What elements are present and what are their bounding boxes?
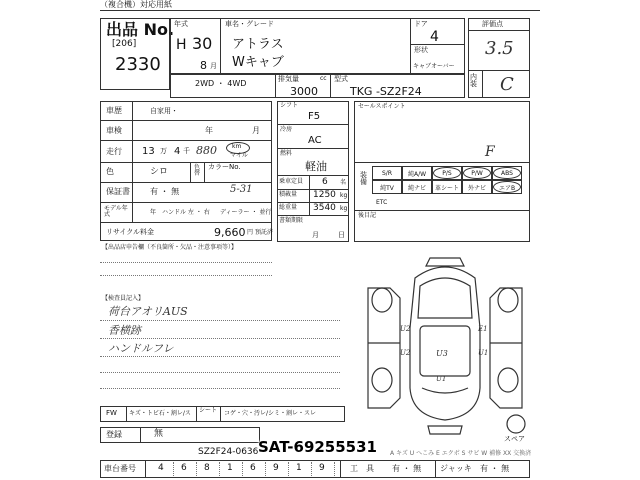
doors-value: 4 bbox=[430, 29, 439, 45]
option-circle bbox=[433, 167, 461, 179]
seat-label: シート bbox=[199, 407, 218, 414]
mileage-man-unit: 万 bbox=[160, 147, 167, 155]
vin-digit: 1 bbox=[227, 463, 233, 473]
doc-month: 月 bbox=[312, 231, 319, 239]
era: H bbox=[176, 37, 187, 53]
inspector-line-1: 荷台アオリAUS bbox=[108, 305, 188, 318]
recycle-unit: 円 bbox=[247, 229, 254, 236]
year-value: 30 bbox=[192, 34, 213, 53]
car-grade: Wキャブ bbox=[232, 55, 284, 70]
recycle-deposit: 預託済 bbox=[255, 229, 274, 236]
doc-day: 日 bbox=[338, 231, 345, 239]
tools-label: 工 具 bbox=[350, 464, 374, 473]
option-cell: 純TV bbox=[372, 180, 402, 194]
vin-separator bbox=[242, 462, 243, 476]
option-cell: エアB bbox=[492, 180, 522, 194]
option-cell: ABS bbox=[492, 166, 522, 180]
vin-digit: 9 bbox=[273, 463, 279, 473]
capacity-value: 6 bbox=[322, 177, 328, 187]
tools-value: 有 ・ 無 bbox=[392, 464, 422, 473]
watermark: SAT-69255531 bbox=[258, 438, 377, 456]
history-value: 自家用・ bbox=[150, 107, 178, 115]
fw-label: FW bbox=[106, 409, 117, 417]
inspector-label: 【検査員記入】 bbox=[102, 295, 145, 302]
shaken-month: 月 bbox=[252, 126, 260, 135]
option-cell: S/R bbox=[372, 166, 402, 180]
hand-mark: F bbox=[485, 144, 495, 160]
score-value: 3.5 bbox=[485, 38, 514, 59]
recycle-label: リサイクル料金 bbox=[106, 228, 155, 236]
inspector-line-3: ハンドルフレ bbox=[108, 342, 174, 355]
option-cell: 純A/W bbox=[402, 166, 432, 180]
reg-value: 無 bbox=[154, 429, 164, 439]
diag-mark-3: U2 bbox=[400, 349, 411, 357]
score-label: 評価点 bbox=[482, 20, 503, 28]
seat-items: コゲ・穴・汚レ/シミ・割レ・スレ bbox=[224, 410, 317, 417]
diag-mark-2: E1 bbox=[478, 325, 488, 333]
shift-value: F5 bbox=[308, 111, 321, 122]
body-type: キャブオーバー bbox=[413, 63, 455, 70]
left-form bbox=[100, 101, 272, 241]
vin-digit: 6 bbox=[250, 463, 256, 473]
vin-digit: 1 bbox=[296, 463, 302, 473]
capacity-unit: 名 bbox=[340, 179, 347, 186]
option-cell: 純ナビ bbox=[402, 180, 432, 194]
ac-value: AC bbox=[308, 135, 322, 146]
option-cell: 革シート bbox=[432, 180, 462, 194]
drive-label: 2WD ・ 4WD bbox=[195, 79, 247, 88]
color-no-label: カラーNo. bbox=[208, 163, 241, 171]
shaken-year: 年 bbox=[205, 126, 213, 135]
interior-grade: C bbox=[500, 74, 514, 95]
doors-label: ドア bbox=[414, 20, 428, 28]
weight-value: 3540 bbox=[313, 203, 336, 213]
displacement-value: 3000 bbox=[290, 85, 318, 98]
vin-separator bbox=[265, 462, 266, 476]
model-year-value: 年 ハンドル 左 ・ 右 bbox=[150, 209, 210, 216]
reg-label: 登録 bbox=[106, 430, 122, 439]
model-label: 型式 bbox=[334, 75, 348, 83]
inspector-line-2: 香横跡 bbox=[108, 324, 141, 337]
mileage-label: 走行 bbox=[106, 147, 122, 156]
notice-text: 【出品店申告欄（不良箇所・欠品・注意事項等）】 bbox=[102, 244, 238, 251]
mileage-sen-unit: 千 bbox=[183, 147, 190, 155]
jack-value: 有 ・ 無 bbox=[480, 464, 510, 473]
vin-separator bbox=[311, 462, 312, 476]
fw-items: キズ・トビ石・割レ/ス bbox=[129, 410, 191, 417]
weight-label: 総重量 bbox=[279, 204, 298, 211]
warranty-handwritten: 5-31 bbox=[230, 184, 253, 195]
recycle-value: 9,660 bbox=[214, 226, 246, 239]
load-label: 積載量 bbox=[279, 191, 298, 198]
dealer-label: ディーラー ・ 並行 bbox=[220, 209, 272, 216]
diag-mark-1: U2 bbox=[400, 325, 411, 333]
ac-label: 冷房 bbox=[280, 126, 293, 133]
shift-label: シフト bbox=[280, 102, 299, 109]
vin-digit: 4 bbox=[158, 463, 164, 473]
displacement-label: 排気量 bbox=[278, 75, 299, 83]
option-cell: P/W bbox=[462, 166, 492, 180]
vin-digit: 9 bbox=[319, 463, 325, 473]
month-unit: 月 bbox=[210, 62, 217, 70]
weight-unit: kg bbox=[340, 205, 348, 212]
spare-label: スペア bbox=[504, 435, 525, 443]
diag-mark-4: U1 bbox=[478, 349, 489, 357]
lot-number: 2330 bbox=[115, 54, 161, 75]
fuel-label: 燃料 bbox=[280, 150, 293, 157]
vin-separator bbox=[196, 462, 197, 476]
vin-separator bbox=[288, 462, 289, 476]
capacity-label: 乗車定員 bbox=[279, 178, 304, 185]
damage-legend: A キズ U へこみ E エクボ S サビ W 補修 XX 交換済 bbox=[390, 450, 532, 457]
warranty-value: 有 ・ 無 bbox=[150, 187, 180, 196]
equipment-label: 装備 bbox=[360, 171, 367, 186]
jack-label: ジャッキ bbox=[440, 464, 472, 473]
car-name: アトラス bbox=[232, 37, 284, 52]
warranty-label: 保証書 bbox=[106, 187, 130, 196]
vin-separator bbox=[219, 462, 220, 476]
color-label: 色 bbox=[106, 167, 114, 176]
diag-mark-6: U1 bbox=[436, 375, 447, 383]
color-value: シロ bbox=[150, 167, 169, 177]
km-label: km bbox=[232, 143, 242, 150]
mileage-sen: 4 bbox=[174, 146, 181, 157]
chassis-value: SZ2F24-0636 bbox=[198, 447, 259, 457]
option-circle bbox=[493, 167, 521, 179]
year-label: 年式 bbox=[174, 20, 188, 28]
option-cell: P/S bbox=[432, 166, 462, 180]
mileage-man: 13 bbox=[142, 146, 155, 157]
model-year-label: モデル年式 bbox=[104, 205, 128, 218]
history-label: 車歴 bbox=[106, 106, 122, 115]
mile-label: マイル bbox=[230, 152, 248, 159]
cc-unit: cc bbox=[320, 75, 327, 82]
load-unit: kg bbox=[340, 192, 348, 199]
notes-label: 後目記 bbox=[358, 212, 377, 219]
color-change-label: 色替 bbox=[194, 164, 201, 177]
name-label: 車名・グレード bbox=[225, 20, 274, 28]
reg-row bbox=[100, 427, 260, 443]
interior-label: 内装 bbox=[470, 73, 477, 88]
vin-digit: 8 bbox=[204, 463, 210, 473]
shaken-label: 車検 bbox=[106, 126, 122, 135]
fuel-value: 軽油 bbox=[305, 160, 327, 173]
month-value: 8 bbox=[200, 59, 207, 72]
vin-digit: 6 bbox=[181, 463, 187, 473]
mileage-handwritten: 880 bbox=[196, 144, 217, 157]
option-cell: 外ナビ bbox=[462, 180, 492, 194]
doc-label: 書類期限 bbox=[279, 217, 304, 224]
vin-separator bbox=[334, 462, 335, 476]
etc-label: ETC bbox=[376, 199, 388, 206]
option-circle bbox=[463, 167, 491, 179]
shape-label: 形状 bbox=[414, 46, 428, 54]
vin-label: 車台番号 bbox=[104, 464, 136, 473]
lot-label: 出品 No. bbox=[106, 20, 175, 39]
load-value: 1250 bbox=[313, 190, 336, 200]
car-diagram bbox=[360, 248, 530, 438]
lot-sub: [206] bbox=[112, 39, 137, 49]
diag-mark-5: U3 bbox=[436, 349, 448, 358]
model-code: TKG -SZ2F24 bbox=[350, 85, 422, 98]
form-top-text: （複合機）対応用紙 bbox=[100, 0, 172, 9]
vin-separator bbox=[173, 462, 174, 476]
sales-point-label: セールスポイント bbox=[358, 103, 406, 110]
option-circle bbox=[493, 181, 521, 193]
